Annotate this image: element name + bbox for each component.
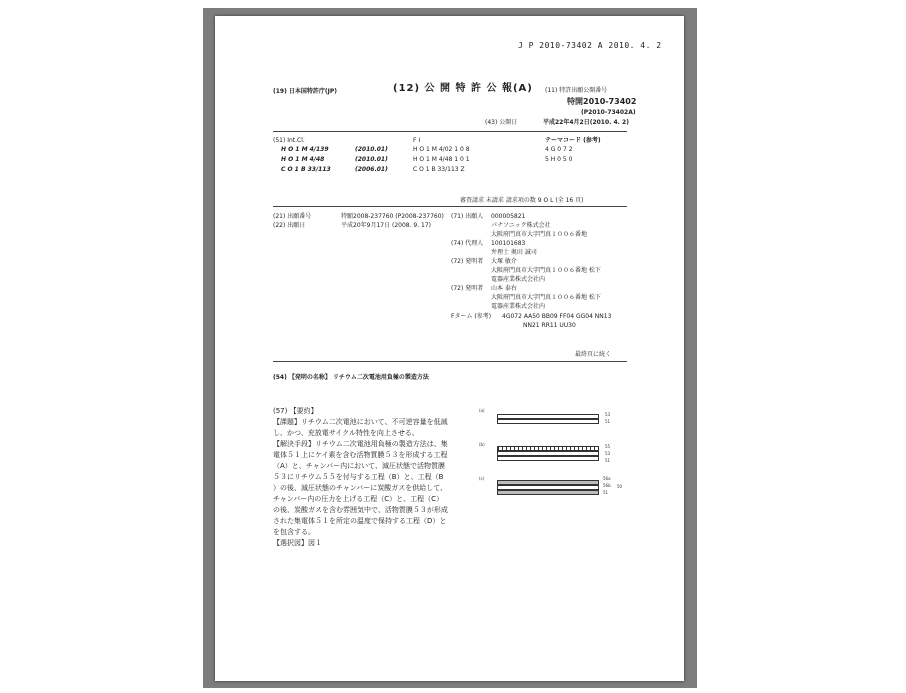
abstract-line: 【解決手段】リチウム二次電池用負極の製造方法は、集 xyxy=(273,440,448,448)
fi-label: F I xyxy=(413,137,421,144)
ref-label: 56a xyxy=(603,476,611,481)
panel-label: (b) xyxy=(479,442,485,447)
fi-code: H O 1 M 4/48 1 0 1 xyxy=(413,156,470,163)
header-publication-id: J P 2010-73402 A 2010. 4. 2 xyxy=(518,41,662,50)
ipc-code: H O 1 M 4/139 xyxy=(281,146,329,153)
theme-code: 5 H 0 5 0 xyxy=(545,156,573,163)
ref-label: 51 xyxy=(605,458,611,463)
ipc-code: H O 1 M 4/48 xyxy=(281,156,325,163)
figure-1 xyxy=(477,404,627,504)
f-term-label: Fターム (参考) xyxy=(451,313,492,320)
fi-code: H O 1 M 4/02 1 0 8 xyxy=(413,146,470,153)
bib-value: 弁理士 奥田 誠司 xyxy=(491,249,537,256)
ref-label: 50 xyxy=(617,484,623,489)
publication-number-sub: (P2010-73402A) xyxy=(581,109,636,116)
ipc-version: (2010.01) xyxy=(355,156,388,163)
examination-status: 審査請求 未請求 請求項の数 9 O L (全 16 頁) xyxy=(460,197,584,204)
ref-label: 56b xyxy=(603,483,611,488)
abstract-line: ）の後、減圧状態のチャンバーに炭酸ガスを供給して、 xyxy=(273,484,448,492)
bib-value: 100101683 xyxy=(491,240,526,247)
bib-value: パナソニック株式会社 xyxy=(491,222,551,229)
bib-value: 電器産業株式会社内 xyxy=(491,303,546,310)
abstract-line: チャンバー内の圧力を上げる工程（C）と、工程（C） xyxy=(273,495,444,503)
abstract-line: された集電体５１を所定の温度で保持する工程（D）と xyxy=(273,517,447,525)
bib-value: 000005821 xyxy=(491,213,526,220)
panel-label: (a) xyxy=(479,408,485,413)
abstract-line: 【課題】リチウム二次電池において、不可逆容量を低減 xyxy=(273,418,448,426)
bib-label: (72) 発明者 xyxy=(451,258,484,265)
filing-date-label: (22) 出願日 xyxy=(273,222,306,229)
ref-label: 51 xyxy=(605,419,611,424)
theme-code: 4 G 0 7 2 xyxy=(545,146,573,153)
abstract-line: ５３にリチウム５５を付与する工程（B）と、工程（B xyxy=(273,473,444,481)
ref-label: 51 xyxy=(603,490,609,495)
divider xyxy=(273,131,627,132)
current-collector-layer xyxy=(497,456,599,461)
bib-label: (71) 出願人 xyxy=(451,213,484,220)
filing-date: 平成20年9月17日 (2008. 9. 17) xyxy=(341,222,432,229)
bib-label: (72) 発明者 xyxy=(451,285,484,292)
abstract-line: 【選択図】図１ xyxy=(273,539,322,547)
panel-label: (c) xyxy=(479,476,485,481)
divider xyxy=(273,361,627,362)
bib-value: 大塚 敏介 xyxy=(491,258,517,265)
publication-date: 平成22年4月2日(2010. 4. 2) xyxy=(543,119,629,126)
abstract-line: 電体５１上にケイ素を含む活物質膜５３を形成する工程 xyxy=(273,451,448,459)
ipc-code: C O 1 B 33/113 xyxy=(281,166,331,173)
lithium-doped-layer xyxy=(497,490,599,495)
bib-value: 山本 泰右 xyxy=(491,285,517,292)
publication-date-label: (43) 公開日 xyxy=(485,119,518,126)
bib-label: (74) 代理人 xyxy=(451,240,484,247)
patent-office: (19) 日本国特許庁(JP) xyxy=(273,88,338,95)
abstract-line: (57) 【要約】 xyxy=(273,407,318,415)
current-collector-layer xyxy=(497,419,599,424)
ref-label: 55 xyxy=(605,444,611,449)
publication-number-label: (11) 特許出願公開番号 xyxy=(545,87,608,94)
publication-number: 特開2010-73402 xyxy=(567,97,637,106)
bib-value: 電器産業株式会社内 xyxy=(491,276,546,283)
continued-note: 最終頁に続く xyxy=(575,351,612,358)
bib-value: 大阪府門真市大字門真１００６番地 松下 xyxy=(491,294,601,301)
ref-label: 53 xyxy=(605,451,611,456)
application-number-label: (21) 出願番号 xyxy=(273,213,312,220)
f-term-value: 4G072 AA50 BB09 FF04 GG04 NN13 xyxy=(502,313,612,320)
bib-value: 大阪府門真市大字門真１００６番地 松下 xyxy=(491,267,601,274)
document-page[interactable] xyxy=(215,16,684,681)
f-term-value: NN21 RR11 UU30 xyxy=(523,322,576,329)
application-number: 特願2008-237760 (P2008-237760) xyxy=(341,213,444,220)
bib-value: 大阪府門真市大字門真１００６番地 xyxy=(491,231,588,238)
ref-label: 53 xyxy=(605,412,611,417)
abstract-line: （A）と、チャンバー内において、減圧状態で活物質膜 xyxy=(273,462,445,470)
abstract-line: の後、炭酸ガスを含む雰囲気中で、活物質膜５３が形成 xyxy=(273,506,448,514)
divider xyxy=(273,206,627,207)
fi-code: C O 1 B 33/113 Z xyxy=(413,166,465,173)
publication-type: (12) 公 開 特 許 公 報(A) xyxy=(393,83,533,94)
abstract-line: し、かつ、充放電サイクル特性を向上させる。 xyxy=(273,429,419,437)
invention-title: (54) 【発明の名称】 リチウム二次電池用負極の製造方法 xyxy=(273,374,429,381)
ipc-version: (2006.01) xyxy=(355,166,388,173)
intcl-label: (51) Int.Cl. xyxy=(273,137,305,144)
abstract-line: を包含する。 xyxy=(273,528,315,536)
ipc-version: (2010.01) xyxy=(355,146,388,153)
theme-code-label: テーマコード (参考) xyxy=(545,137,601,144)
